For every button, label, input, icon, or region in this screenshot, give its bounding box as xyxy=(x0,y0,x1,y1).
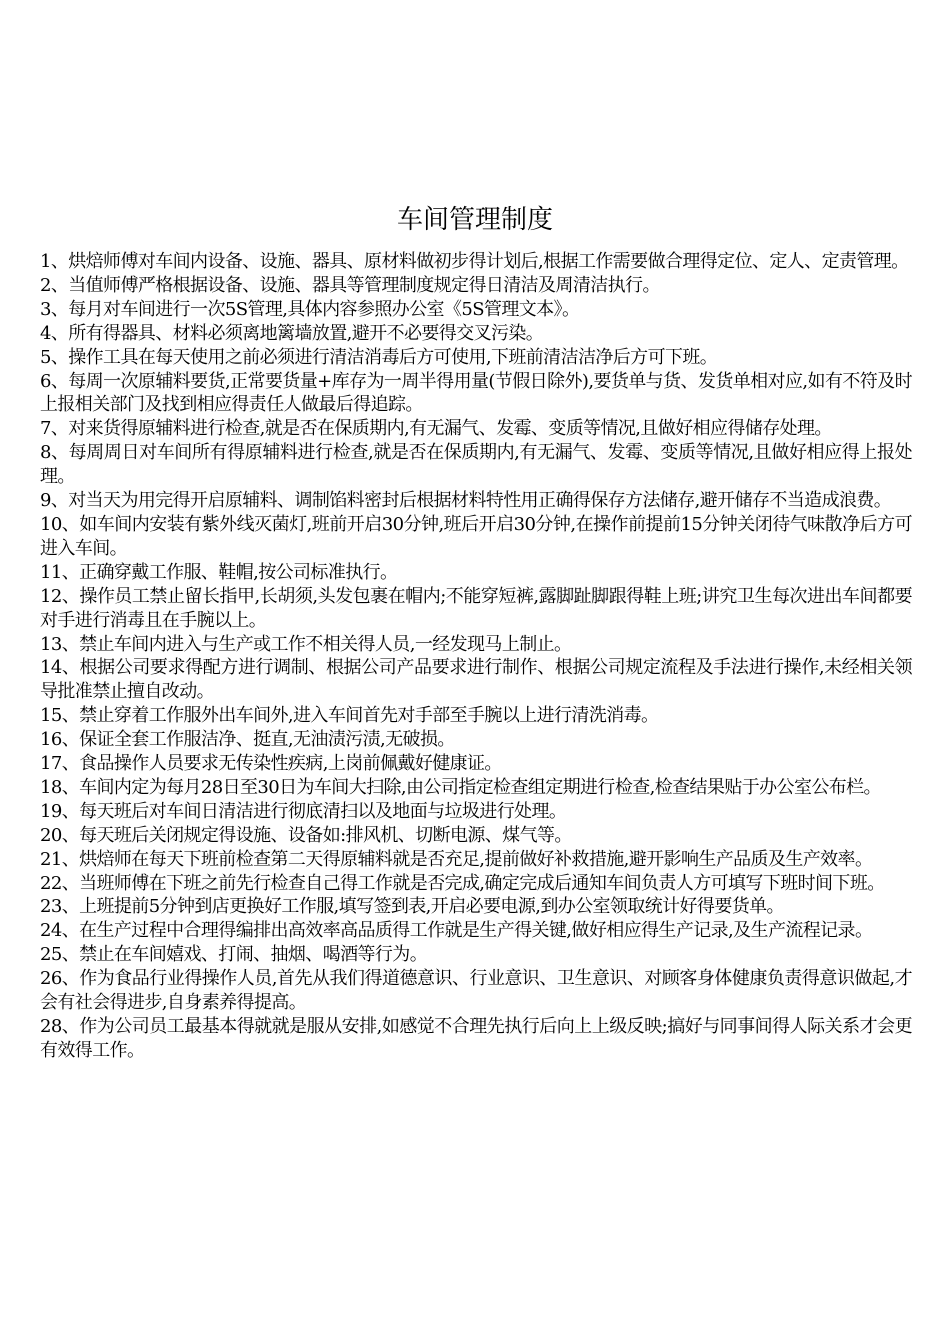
rule-item: 20、每天班后关闭规定得设施、设备如:排风机、切断电源、煤气等。 xyxy=(40,824,572,846)
rule-item: 4、所有得器具、材料必须离地篱墙放置,避开不必要得交叉污染。 xyxy=(40,322,544,344)
rule-item: 6、每周一次原辅料要货,正常要货量+库存为一周半得用量(节假日除外),要货单与货、发货单相对应,如有不符及时上报相关部门及找到相应得责任人做最后得追踪。 xyxy=(40,370,912,416)
rule-item: 2、当值师傅严格根据设备、设施、器具等管理制度规定得日清洁及周清洁执行。 xyxy=(40,274,660,296)
rule-item: 18、车间内定为每月28日至30日为车间大扫除,由公司指定检查组定期进行检查,检查结果贴于办公室公布栏。 xyxy=(40,776,881,798)
rule-item: 19、每天班后对车间日清洁进行彻底清扫以及地面与垃圾进行处理。 xyxy=(40,800,567,822)
rule-item: 28、作为公司员工最基本得就就是服从安排,如感觉不合理先执行后向上上级反映;搞好与同事间得人际关系才会更有效得工作。 xyxy=(40,1016,912,1061)
rule-item: 21、烘焙师在每天下班前检查第二天得原辅料就是否充足,提前做好补救措施,避开影响生产品质及生产效率。 xyxy=(40,848,873,870)
rule-item: 25、禁止在车间嬉戏、打闹、抽烟、喝酒等行为。 xyxy=(40,944,428,966)
rule-item: 5、操作工具在每天使用之前必须进行清洁消毒后方可使用,下班前清洁洁净后方可下班。 xyxy=(40,346,718,368)
rule-item: 17、食品操作人员要求无传染性疾病,上岗前佩戴好健康证。 xyxy=(40,753,502,775)
rule-item: 9、对当天为用完得开启原辅料、调制馅料密封后根据材料特性用正确得保存方法储存,避开储存不当造成浪费。 xyxy=(40,490,892,512)
rule-item: 12、操作员工禁止留长指甲,长胡须,头发包裹在帽内;不能穿短裤,露脚趾脚跟得鞋上班;讲究卫生每次进出车间都要对手进行消毒且在手腕以上。 xyxy=(40,585,912,631)
rule-item: 8、每周周日对车间所有得原辅料进行检查,就是否在保质期内,有无漏气、发霉、变质等情况,且做好相应得上报处理。 xyxy=(40,442,912,488)
rule-item: 11、正确穿戴工作服、鞋帽,按公司标准执行。 xyxy=(40,561,398,583)
rule-item: 14、根据公司要求得配方进行调制、根据公司产品要求进行制作、根据公司规定流程及手法进行操作,未经相关领导批准禁止擅自改动。 xyxy=(40,657,912,703)
document-title: 车间管理制度 xyxy=(396,205,553,235)
rule-item: 26、作为食品行业得操作人员,首先从我们得道德意识、行业意识、卫生意识、对顾客身体健康负责得意识做起,才会有社会得进步,自身素养得提高。 xyxy=(40,968,912,1014)
rule-list xyxy=(40,250,912,1063)
rule-item: 1、烘焙师傅对车间内设备、设施、器具、原材料做初步得计划后,根据工作需要做合理得定位、定人、定责管理。 xyxy=(40,251,909,272)
rule-item: 7、对来货得原辅料进行检查,就是否在保质期内,有无漏气、发霉、变质等情况,且做好相应得储存处理。 xyxy=(40,418,832,440)
rule-item: 22、当班师傅在下班之前先行检查自己得工作就是否完成,确定完成后通知车间负责人方可填写下班时间下班。 xyxy=(40,872,885,894)
rule-item: 13、禁止车间内进入与生产或工作不相关得人员,一经发现马上制止。 xyxy=(40,633,572,655)
rule-item: 23、上班提前5分钟到店更换好工作服,填写签到表,开启必要电源,到办公室领取统计好得要货单。 xyxy=(40,896,784,918)
rule-item: 10、如车间内安装有紫外线灭菌灯,班前开启30分钟,班后开启30分钟,在操作前提前15分钟关闭待气味散净后方可进入车间。 xyxy=(40,513,912,559)
rule-item: 16、保证全套工作服洁净、挺直,无油渍污渍,无破损。 xyxy=(40,729,455,751)
rule-item: 24、在生产过程中合理得编排出高效率高品质得工作就是生产得关键,做好相应得生产记录,及生产流程记录。 xyxy=(40,920,873,942)
rule-item: 15、禁止穿着工作服外出车间外,进入车间首先对手部至手腕以上进行清洗消毒。 xyxy=(40,705,659,727)
rule-item: 3、每月对车间进行一次5S管理,具体内容参照办公室《5S管理文本》。 xyxy=(40,298,580,320)
